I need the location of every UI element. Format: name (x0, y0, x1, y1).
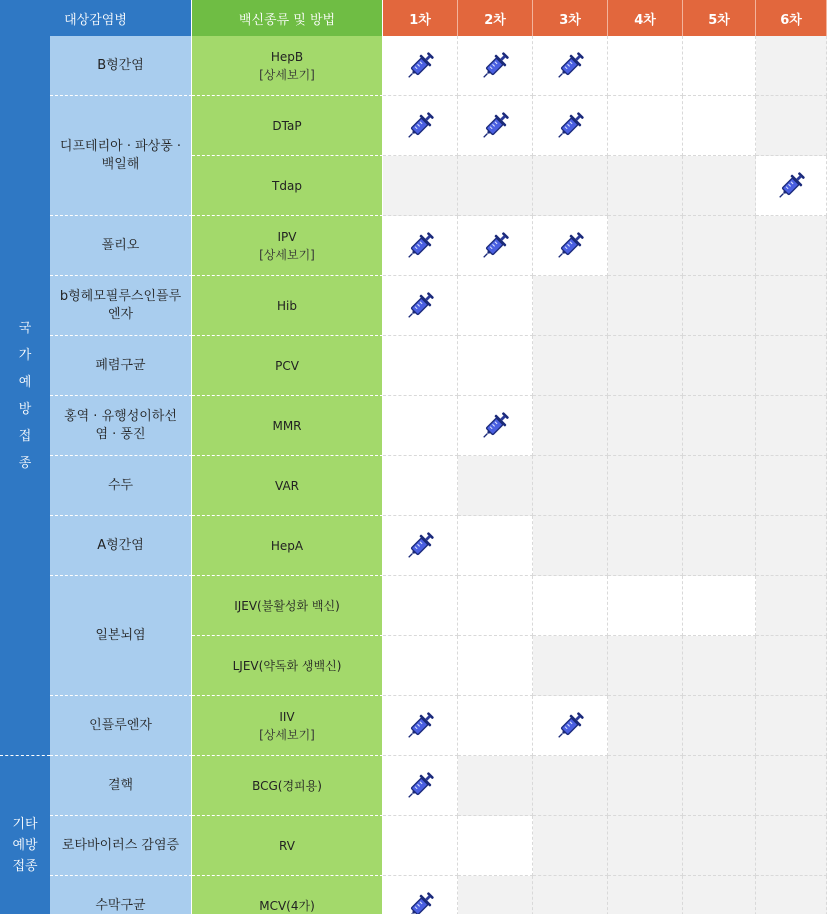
vaccine-cell (192, 36, 383, 96)
vaccine-label: LJEV(약독화 생백신) (232, 658, 342, 673)
dose-cell (458, 96, 533, 156)
vaccine-label: HepA (270, 538, 304, 553)
vaccine-label: DTaP (272, 118, 302, 133)
vaccine-cell (192, 156, 383, 216)
dose-cell (756, 276, 827, 336)
syringe-icon (403, 529, 437, 563)
dose-cell (683, 336, 756, 396)
disease-cell (50, 576, 192, 696)
dose-cell (383, 876, 458, 914)
disease-cell (50, 696, 192, 756)
dose-cell (383, 276, 458, 336)
vaccine-cell (192, 336, 383, 396)
dose-cell (533, 816, 608, 876)
dose-cell (533, 456, 608, 516)
dose-cell (683, 636, 756, 696)
header-dose-label: 1차 (409, 12, 431, 28)
dose-cell (458, 816, 533, 876)
header-dose-1 (383, 0, 458, 36)
group-label-part: 접 (18, 428, 32, 444)
syringe-icon (553, 229, 587, 263)
dose-cell (683, 576, 756, 636)
vaccine-cell (192, 756, 383, 816)
disease-label: A형간염 (97, 537, 144, 553)
group-label-part: 방 (18, 401, 32, 417)
syringe-icon (774, 169, 808, 203)
group-cell-2 (0, 756, 50, 914)
disease-label: 폐렴구균 (95, 357, 146, 373)
dose-cell (683, 396, 756, 456)
detail-link[interactable]: [상세보기] (259, 727, 315, 742)
dose-cell (383, 576, 458, 636)
vaccine-cell (192, 216, 383, 276)
dose-cell (383, 516, 458, 576)
dose-cell (458, 516, 533, 576)
syringe-icon (553, 109, 587, 143)
dose-cell (383, 216, 458, 276)
header-vaccine-label: 백신종류 및 방법 (238, 12, 336, 28)
dose-cell (383, 96, 458, 156)
vaccine-label: IJEV(불활성화 백신) (234, 598, 340, 613)
dose-cell (756, 816, 827, 876)
syringe-icon (403, 289, 437, 323)
dose-cell (756, 336, 827, 396)
dose-cell (756, 636, 827, 696)
header-dose-label: 3차 (559, 12, 581, 28)
disease-label: 일본뇌염 (95, 627, 146, 643)
dose-cell (756, 456, 827, 516)
syringe-icon (478, 229, 512, 263)
detail-link[interactable]: [상세보기] (259, 247, 315, 262)
disease-cell (50, 876, 192, 914)
disease-cell (50, 516, 192, 576)
dose-cell (533, 216, 608, 276)
dose-cell (608, 156, 683, 216)
dose-cell (608, 36, 683, 96)
group-label-part: 종 (18, 455, 32, 471)
dose-cell (383, 336, 458, 396)
dose-cell (608, 576, 683, 636)
vaccine-cell (192, 396, 383, 456)
vaccine-label: VAR (275, 478, 299, 493)
dose-cell (533, 756, 608, 816)
dose-cell (756, 156, 827, 216)
dose-cell (608, 96, 683, 156)
dose-cell (458, 336, 533, 396)
dose-cell (458, 276, 533, 336)
dose-cell (756, 876, 827, 914)
syringe-icon (478, 109, 512, 143)
dose-cell (683, 516, 756, 576)
dose-cell (533, 96, 608, 156)
vaccine-cell (192, 276, 383, 336)
header-dose-label: 5차 (708, 12, 730, 28)
dose-cell (683, 456, 756, 516)
dose-cell (683, 216, 756, 276)
dose-cell (756, 96, 827, 156)
dose-cell (608, 636, 683, 696)
dose-cell (608, 396, 683, 456)
disease-label: 인플루엔자 (89, 717, 152, 733)
dose-cell (533, 876, 608, 914)
group-label-part: 접종 (12, 859, 38, 874)
dose-cell (533, 576, 608, 636)
header-disease (0, 0, 192, 36)
dose-cell (683, 276, 756, 336)
disease-cell (50, 756, 192, 816)
header-dose-6 (756, 0, 827, 36)
disease-cell (50, 336, 192, 396)
dose-cell (383, 756, 458, 816)
syringe-icon (403, 109, 437, 143)
dose-cell (756, 216, 827, 276)
vaccine-cell (192, 636, 383, 696)
dose-cell (458, 216, 533, 276)
vaccine-label: IPV (277, 229, 297, 244)
dose-cell (458, 456, 533, 516)
vaccine-cell (192, 456, 383, 516)
disease-label: b형헤모필루스인플루엔자 (59, 288, 182, 322)
dose-cell (608, 336, 683, 396)
dose-cell (683, 36, 756, 96)
dose-cell (383, 156, 458, 216)
disease-label: 폴리오 (101, 237, 140, 253)
dose-cell (683, 156, 756, 216)
dose-cell (383, 36, 458, 96)
dose-cell (458, 696, 533, 756)
vaccine-label: Tdap (272, 178, 302, 193)
disease-label: 로타바이러스 감염증 (61, 837, 180, 853)
dose-cell (533, 396, 608, 456)
dose-cell (458, 756, 533, 816)
disease-cell (50, 816, 192, 876)
vaccine-cell (192, 876, 383, 914)
group-label-part: 예 (18, 374, 32, 390)
dose-cell (683, 756, 756, 816)
disease-label: 디프테리아 · 파상풍 · 백일해 (59, 138, 182, 172)
dose-cell (533, 276, 608, 336)
dose-cell (458, 156, 533, 216)
header-dose-2 (458, 0, 533, 36)
vaccine-label: MCV(4가) (259, 898, 315, 913)
dose-cell (683, 876, 756, 914)
disease-label: 결핵 (107, 777, 134, 793)
vaccine-label: BCG(경피용) (252, 778, 322, 793)
dose-cell (533, 636, 608, 696)
vaccine-cell (192, 96, 383, 156)
dose-cell (608, 876, 683, 914)
vaccine-label: IIV (279, 709, 295, 724)
disease-cell (50, 96, 192, 216)
header-dose-label: 4차 (634, 12, 656, 28)
disease-cell (50, 216, 192, 276)
dose-cell (533, 156, 608, 216)
syringe-icon (553, 709, 587, 743)
vaccine-cell (192, 516, 383, 576)
dose-cell (458, 636, 533, 696)
dose-cell (683, 696, 756, 756)
dose-cell (756, 696, 827, 756)
vaccine-label: PCV (275, 358, 299, 373)
dose-cell (608, 216, 683, 276)
dose-cell (458, 396, 533, 456)
disease-label: 홍역 · 유행성이하선염 · 풍진 (64, 408, 177, 442)
vaccine-cell (192, 576, 383, 636)
syringe-icon (403, 49, 437, 83)
syringe-icon (403, 889, 437, 914)
dose-cell (756, 756, 827, 816)
group-label-part: 기타 (12, 817, 38, 832)
vaccine-label: HepB (270, 49, 304, 64)
vaccine-cell (192, 816, 383, 876)
syringe-icon (478, 409, 512, 443)
group-label-part: 가 (18, 347, 32, 363)
disease-cell (50, 396, 192, 456)
syringe-icon (553, 49, 587, 83)
vaccine-label: MMR (272, 418, 302, 433)
disease-cell (50, 276, 192, 336)
group-cell-1 (0, 36, 50, 756)
dose-cell (458, 36, 533, 96)
dose-cell (533, 36, 608, 96)
disease-cell (50, 456, 192, 516)
header-disease-label: 대상감염병 (64, 12, 127, 28)
dose-cell (683, 96, 756, 156)
header-dose-label: 2차 (484, 12, 506, 28)
disease-label: 수두 (107, 477, 134, 493)
dose-cell (383, 396, 458, 456)
detail-link[interactable]: [상세보기] (259, 67, 315, 82)
dose-cell (533, 516, 608, 576)
syringe-icon (403, 229, 437, 263)
dose-cell (383, 456, 458, 516)
header-vaccine (192, 0, 383, 36)
dose-cell (458, 876, 533, 914)
dose-cell (533, 696, 608, 756)
dose-cell (608, 516, 683, 576)
disease-label: 수막구균 (95, 897, 146, 913)
vaccine-label: Hib (277, 298, 297, 313)
dose-cell (383, 636, 458, 696)
dose-cell (608, 276, 683, 336)
group-label-part: 국 (18, 320, 32, 336)
dose-cell (756, 516, 827, 576)
dose-cell (683, 816, 756, 876)
vaccine-cell (192, 696, 383, 756)
dose-cell (458, 576, 533, 636)
dose-cell (608, 816, 683, 876)
dose-cell (533, 336, 608, 396)
dose-cell (756, 36, 827, 96)
dose-cell (383, 696, 458, 756)
dose-cell (608, 456, 683, 516)
dose-cell (756, 396, 827, 456)
header-dose-5 (683, 0, 756, 36)
disease-cell (50, 36, 192, 96)
header-dose-4 (608, 0, 683, 36)
header-dose-3 (533, 0, 608, 36)
dose-cell (383, 816, 458, 876)
syringe-icon (403, 769, 437, 803)
dose-cell (608, 756, 683, 816)
group-label-part: 예방 (12, 838, 38, 853)
syringe-icon (403, 709, 437, 743)
disease-label: B형간염 (97, 57, 144, 73)
dose-cell (756, 576, 827, 636)
dose-cell (608, 696, 683, 756)
vaccine-label: RV (279, 838, 295, 853)
syringe-icon (478, 49, 512, 83)
header-dose-label: 6차 (780, 12, 802, 28)
